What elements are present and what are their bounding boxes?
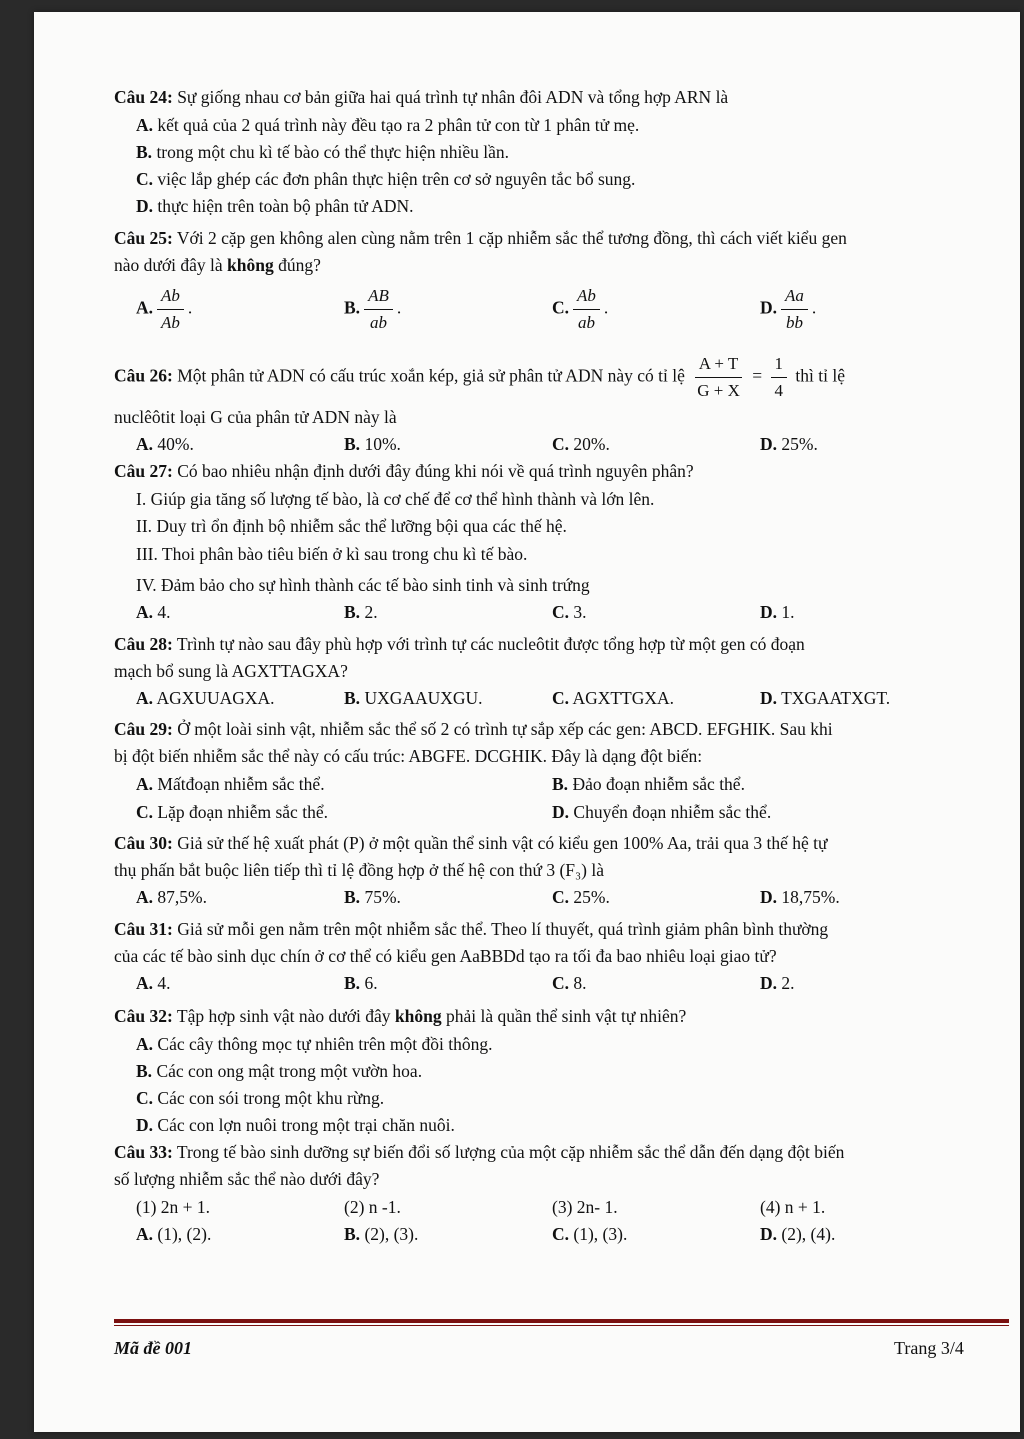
option-text: trong một chu kì tế bào có thể thực hiện nhiều lần. [156, 142, 510, 162]
option-text: 1. [781, 602, 795, 622]
q33-item-3: (3) 2n- 1. [552, 1197, 618, 1217]
q33-item-1: (1) 2n + 1. [136, 1197, 211, 1217]
q24-stem [114, 85, 728, 109]
option-label: C. [552, 602, 570, 622]
q32-text-c: phải là quần thể sinh vật tự nhiên? [441, 1006, 687, 1026]
q32-emphasis: không [394, 1006, 442, 1026]
option-label: D. [760, 688, 778, 708]
q25-option-c[interactable]: C. $\frac{Ab}{ab}$ . [552, 284, 608, 335]
q28-stem-line1 [114, 632, 805, 656]
q26-option-d[interactable] [760, 432, 818, 456]
fraction-numerator: Ab [573, 284, 600, 310]
q33-stem-line2: số lượng nhiễm sắc thể nào dưới đây? [114, 1169, 380, 1189]
option-text: UXGAAUXGU. [364, 688, 483, 708]
option-label: A. [136, 1224, 154, 1244]
q30-option-d[interactable] [760, 885, 840, 909]
option-text: AGXTTGXA. [572, 688, 675, 708]
q33-item-2: (2) n -1. [344, 1197, 401, 1217]
q26-text1b: thì tỉ lệ [795, 365, 845, 386]
option-label: C. [552, 688, 570, 708]
option-label: B. [552, 774, 569, 794]
fraction-numerator: 1 [771, 352, 788, 378]
q26-option-a[interactable] [136, 432, 194, 456]
option-label: C. [552, 887, 570, 907]
option-text: 6. [364, 973, 378, 993]
q27-statement-1: I. Giúp gia tăng số lượng tế bào, là cơ chế để cơ thể hình thành và lớn lên. [136, 489, 655, 509]
q30-text1: Giả sử thế hệ xuất phát (P) ở một quần thể sinh vật có kiểu gen 100% Aa, trải qua 3 thế hệ tự [177, 833, 828, 853]
q29-text1: Ở một loài sinh vật, nhiễm sắc thể số 2 có trình tự sắp xếp các gen: ABCD. EFGHIK. Sau khi [177, 719, 833, 739]
genotype-fraction [573, 284, 600, 335]
q30-number: Câu 30: [114, 833, 173, 853]
option-label: D. [760, 434, 778, 454]
q25-emphasis: không [227, 255, 274, 275]
q25-option-d[interactable]: D. $\frac{Aa}{bb}$ . [760, 284, 816, 335]
q25-text2a: nào dưới đây là [114, 255, 228, 275]
q26-stem-line1 [114, 352, 845, 403]
option-text: Chuyển đoạn nhiễm sắc thể. [573, 802, 772, 822]
q29-option-c[interactable] [136, 800, 328, 824]
option-text: AGXUUAGXA. [156, 688, 275, 708]
fraction-numerator: A + T [695, 352, 743, 378]
option-label: B. [136, 142, 153, 162]
option-label: D. [760, 887, 778, 907]
q28-stem-line2: mạch bổ sung là AGXTTAGXA? [114, 661, 348, 681]
q29-stem-line2: bị đột biến nhiễm sắc thể này có cấu trúc: ABGFE. DCGHIK. Đây là dạng đột biến: [114, 746, 703, 766]
fraction-denominator: 4 [774, 381, 784, 400]
q30-option-c[interactable] [552, 885, 610, 909]
genotype-fraction [157, 284, 184, 335]
option-text: 87,5%. [157, 887, 207, 907]
option-label: B. [344, 434, 361, 454]
option-label: B. [344, 973, 361, 993]
q27-option-b[interactable] [344, 600, 378, 624]
q33-number: Câu 33: [114, 1142, 173, 1162]
q25-number: Câu 25: [114, 228, 173, 248]
q32-number: Câu 32: [114, 1006, 173, 1026]
option-text: (1), (2). [157, 1224, 212, 1244]
option-text: Các con lợn nuôi trong một trại chăn nuôi. [157, 1115, 455, 1135]
q31-number: Câu 31: [114, 919, 173, 939]
q27-statement-3: III. Thoi phân bào tiêu biến ở kì sau trong chu kì tế bào. [136, 544, 528, 564]
q29-option-b[interactable] [552, 772, 745, 796]
q31-option-d[interactable] [760, 971, 795, 995]
q28-option-a[interactable] [136, 686, 275, 710]
q25-text1: Với 2 cặp gen không alen cùng nằm trên 1 cặp nhiễm sắc thể tương đồng, thì cách viết kiểu gen [176, 228, 847, 248]
fraction-numerator: Aa [781, 284, 808, 310]
q24-number: Câu 24: [114, 87, 173, 107]
option-label: D. [760, 1224, 778, 1244]
option-label: C. [136, 1088, 154, 1108]
fraction-denominator: Ab [161, 313, 180, 332]
q30-option-b[interactable] [344, 885, 401, 909]
footer-divider [114, 1319, 1009, 1323]
option-label: D. [136, 196, 154, 216]
option-text: thực hiện trên toàn bộ phân tử ADN. [157, 196, 414, 216]
q33-option-c[interactable] [552, 1222, 627, 1246]
option-text: Các con ong mật trong một vườn hoa. [156, 1061, 423, 1081]
option-text: 8. [573, 973, 587, 993]
q33-option-a[interactable] [136, 1222, 211, 1246]
option-text: 25%. [781, 434, 818, 454]
option-text: 3. [573, 602, 587, 622]
q24-option-a[interactable] [136, 113, 639, 137]
option-label: B. [344, 688, 361, 708]
q24-option-d[interactable] [136, 194, 414, 218]
q26-stem-line2 [114, 405, 397, 429]
value-fraction [771, 352, 788, 403]
q31-stem-line2: của các tế bào sinh dục chín ở cơ thể có kiểu gen AaBBDd tạo ra tối đa bao nhiêu loại giao tử? [114, 946, 777, 966]
option-label: B. [344, 887, 361, 907]
q24-option-c[interactable] [136, 167, 635, 191]
q27-option-d[interactable] [760, 600, 795, 624]
q29-option-a[interactable] [136, 772, 325, 796]
q32-option-a[interactable] [136, 1032, 493, 1056]
option-label: C. [552, 297, 570, 318]
option-text: 2. [364, 602, 378, 622]
q28-text1: Trình tự nào sau đây phù hợp với trình tự các nucleôtit được tổng hợp từ một gen có đoạn [176, 634, 805, 654]
q32-option-d[interactable] [136, 1113, 455, 1137]
q32-text-a: Tập hợp sinh vật nào dưới đây [176, 1006, 395, 1026]
q29-number: Câu 29: [114, 719, 173, 739]
q30-stem-line2: thụ phấn bắt buộc liên tiếp thì tỉ lệ đồng hợp ở thế hệ con thứ 3 (F₃) là [114, 860, 604, 880]
q33-option-b[interactable] [344, 1222, 418, 1246]
exam-code: Mã đề 001 [114, 1338, 192, 1358]
option-label: D. [760, 973, 778, 993]
fraction-numerator: AB [364, 284, 393, 310]
fraction-denominator: bb [785, 313, 803, 332]
q33-option-d[interactable] [760, 1222, 835, 1246]
option-label: A. [136, 602, 154, 622]
option-label: C. [552, 1224, 570, 1244]
q27-option-c[interactable] [552, 600, 587, 624]
option-text: 20%. [573, 434, 610, 454]
genotype-fraction [781, 284, 808, 335]
option-text: Đảo đoạn nhiễm sắc thể. [572, 774, 745, 794]
q24-option-b[interactable] [136, 140, 509, 164]
option-label: B. [344, 1224, 361, 1244]
option-label: A. [136, 1034, 154, 1054]
option-label: A. [136, 297, 154, 318]
q28-option-b[interactable] [344, 686, 483, 710]
q31-option-a[interactable] [136, 971, 171, 995]
q32-option-b[interactable] [136, 1059, 422, 1083]
q32-option-c[interactable] [136, 1086, 384, 1110]
q25-text2c: đúng? [273, 255, 321, 275]
q29-stem-line1 [114, 717, 833, 741]
option-label: C. [552, 973, 570, 993]
option-label: D. [760, 297, 778, 318]
q25-option-a[interactable]: A. $\frac{Ab}{Ab}$ . [136, 284, 192, 335]
q28-number: Câu 28: [114, 634, 173, 654]
q32-stem [114, 1004, 686, 1028]
option-label: A. [136, 973, 154, 993]
option-text: 40%. [157, 434, 194, 454]
option-label: A. [136, 688, 154, 708]
option-text: Các cây thông mọc tự nhiên trên một đồi thông. [157, 1034, 493, 1054]
q27-option-a[interactable] [136, 600, 171, 624]
q27-statement-4: IV. Đảm bảo cho sự hình thành các tế bào sinh tinh và sinh trứng [136, 575, 590, 595]
option-label: D. [136, 1115, 154, 1135]
option-text: 4. [157, 973, 171, 993]
q30-stem-line1 [114, 831, 828, 855]
option-text: 2. [781, 973, 795, 993]
option-text: 25%. [573, 887, 610, 907]
equals-sign: = [752, 365, 763, 386]
q25-stem-line2 [114, 253, 321, 277]
option-label: B. [344, 297, 361, 318]
q29-option-d[interactable] [552, 800, 771, 824]
option-text: TXGAATXGT. [781, 688, 891, 708]
option-label: A. [136, 434, 154, 454]
fraction-denominator: ab [369, 313, 387, 332]
q26-option-b[interactable] [344, 432, 401, 456]
option-label: C. [136, 169, 154, 189]
q28-option-c[interactable] [552, 686, 674, 710]
q30-option-a[interactable] [136, 885, 207, 909]
q27-number: Câu 27: [114, 461, 173, 481]
q31-option-c[interactable] [552, 971, 587, 995]
q25-stem-line1 [114, 226, 847, 250]
q27-statement-2: II. Duy trì ổn định bộ nhiễm sắc thể lưỡng bội qua các thế hệ. [136, 516, 567, 536]
q27-stem [114, 459, 694, 483]
option-text: 4. [157, 602, 171, 622]
q33-item-4: (4) n + 1. [760, 1197, 826, 1217]
page-number: Trang 3/4 [894, 1338, 964, 1358]
option-text: Các con sói trong một khu rừng. [157, 1088, 385, 1108]
option-label: C. [136, 802, 154, 822]
fraction-denominator: ab [577, 313, 595, 332]
q26-option-c[interactable] [552, 432, 610, 456]
option-label: A. [136, 887, 154, 907]
q26-number: Câu 26: [114, 365, 173, 386]
q31-stem-line1 [114, 917, 828, 941]
option-text: (2), (4). [781, 1224, 836, 1244]
fraction-denominator: G + X [697, 381, 740, 400]
option-label: A. [136, 774, 154, 794]
option-text: Mấtđoạn nhiễm sắc thể. [157, 774, 325, 794]
ratio-fraction [693, 352, 744, 403]
q33-text1: Trong tế bào sinh dưỡng sự biến đổi số lượng của một cặp nhiễm sắc thể dẫn đến dạng đột biến [176, 1142, 845, 1162]
genotype-fraction [364, 284, 393, 335]
q25-option-b[interactable]: B. $\frac{AB}{ab}$ . [344, 284, 401, 335]
option-text: (1), (3). [573, 1224, 628, 1244]
option-text: (2), (3). [364, 1224, 419, 1244]
footer-divider-thin [114, 1325, 1009, 1326]
q24-text: Sự giống nhau cơ bản giữa hai quá trình tự nhân đôi ADN và tổng hợp ARN là [177, 87, 729, 107]
q31-text1: Giả sử mỗi gen nằm trên một nhiễm sắc thể. Theo lí thuyết, quá trình giảm phân bình thường [177, 919, 829, 939]
option-label: B. [136, 1061, 153, 1081]
q33-stem-line1 [114, 1140, 844, 1164]
option-text: 10%. [364, 434, 401, 454]
option-label: A. [136, 115, 154, 135]
option-label: D. [552, 802, 570, 822]
option-label: D. [760, 602, 778, 622]
q26-text2: nuclêôtit loại G của phân tử ADN này là [114, 407, 397, 427]
exam-page [34, 12, 1020, 1432]
q27-text: Có bao nhiêu nhận định dưới đây đúng khi nói về quá trình nguyên phân? [177, 461, 694, 481]
q31-option-b[interactable] [344, 971, 378, 995]
q26-text1: Một phân tử ADN có cấu trúc xoắn kép, giả sử phân tử ADN này có tỉ lệ [177, 365, 685, 386]
option-text: 18,75%. [781, 887, 840, 907]
option-text: Lặp đoạn nhiễm sắc thể. [157, 802, 328, 822]
option-text: việc lắp ghép các đơn phân thực hiện trên cơ sở nguyên tắc bổ sung. [157, 169, 636, 189]
option-label: C. [552, 434, 570, 454]
option-text: 75%. [364, 887, 401, 907]
q28-option-d[interactable] [760, 686, 890, 710]
option-text: kết quả của 2 quá trình này đều tạo ra 2 phân tử con từ 1 phân tử mẹ. [157, 115, 640, 135]
fraction-numerator: Ab [157, 284, 184, 310]
option-label: B. [344, 602, 361, 622]
